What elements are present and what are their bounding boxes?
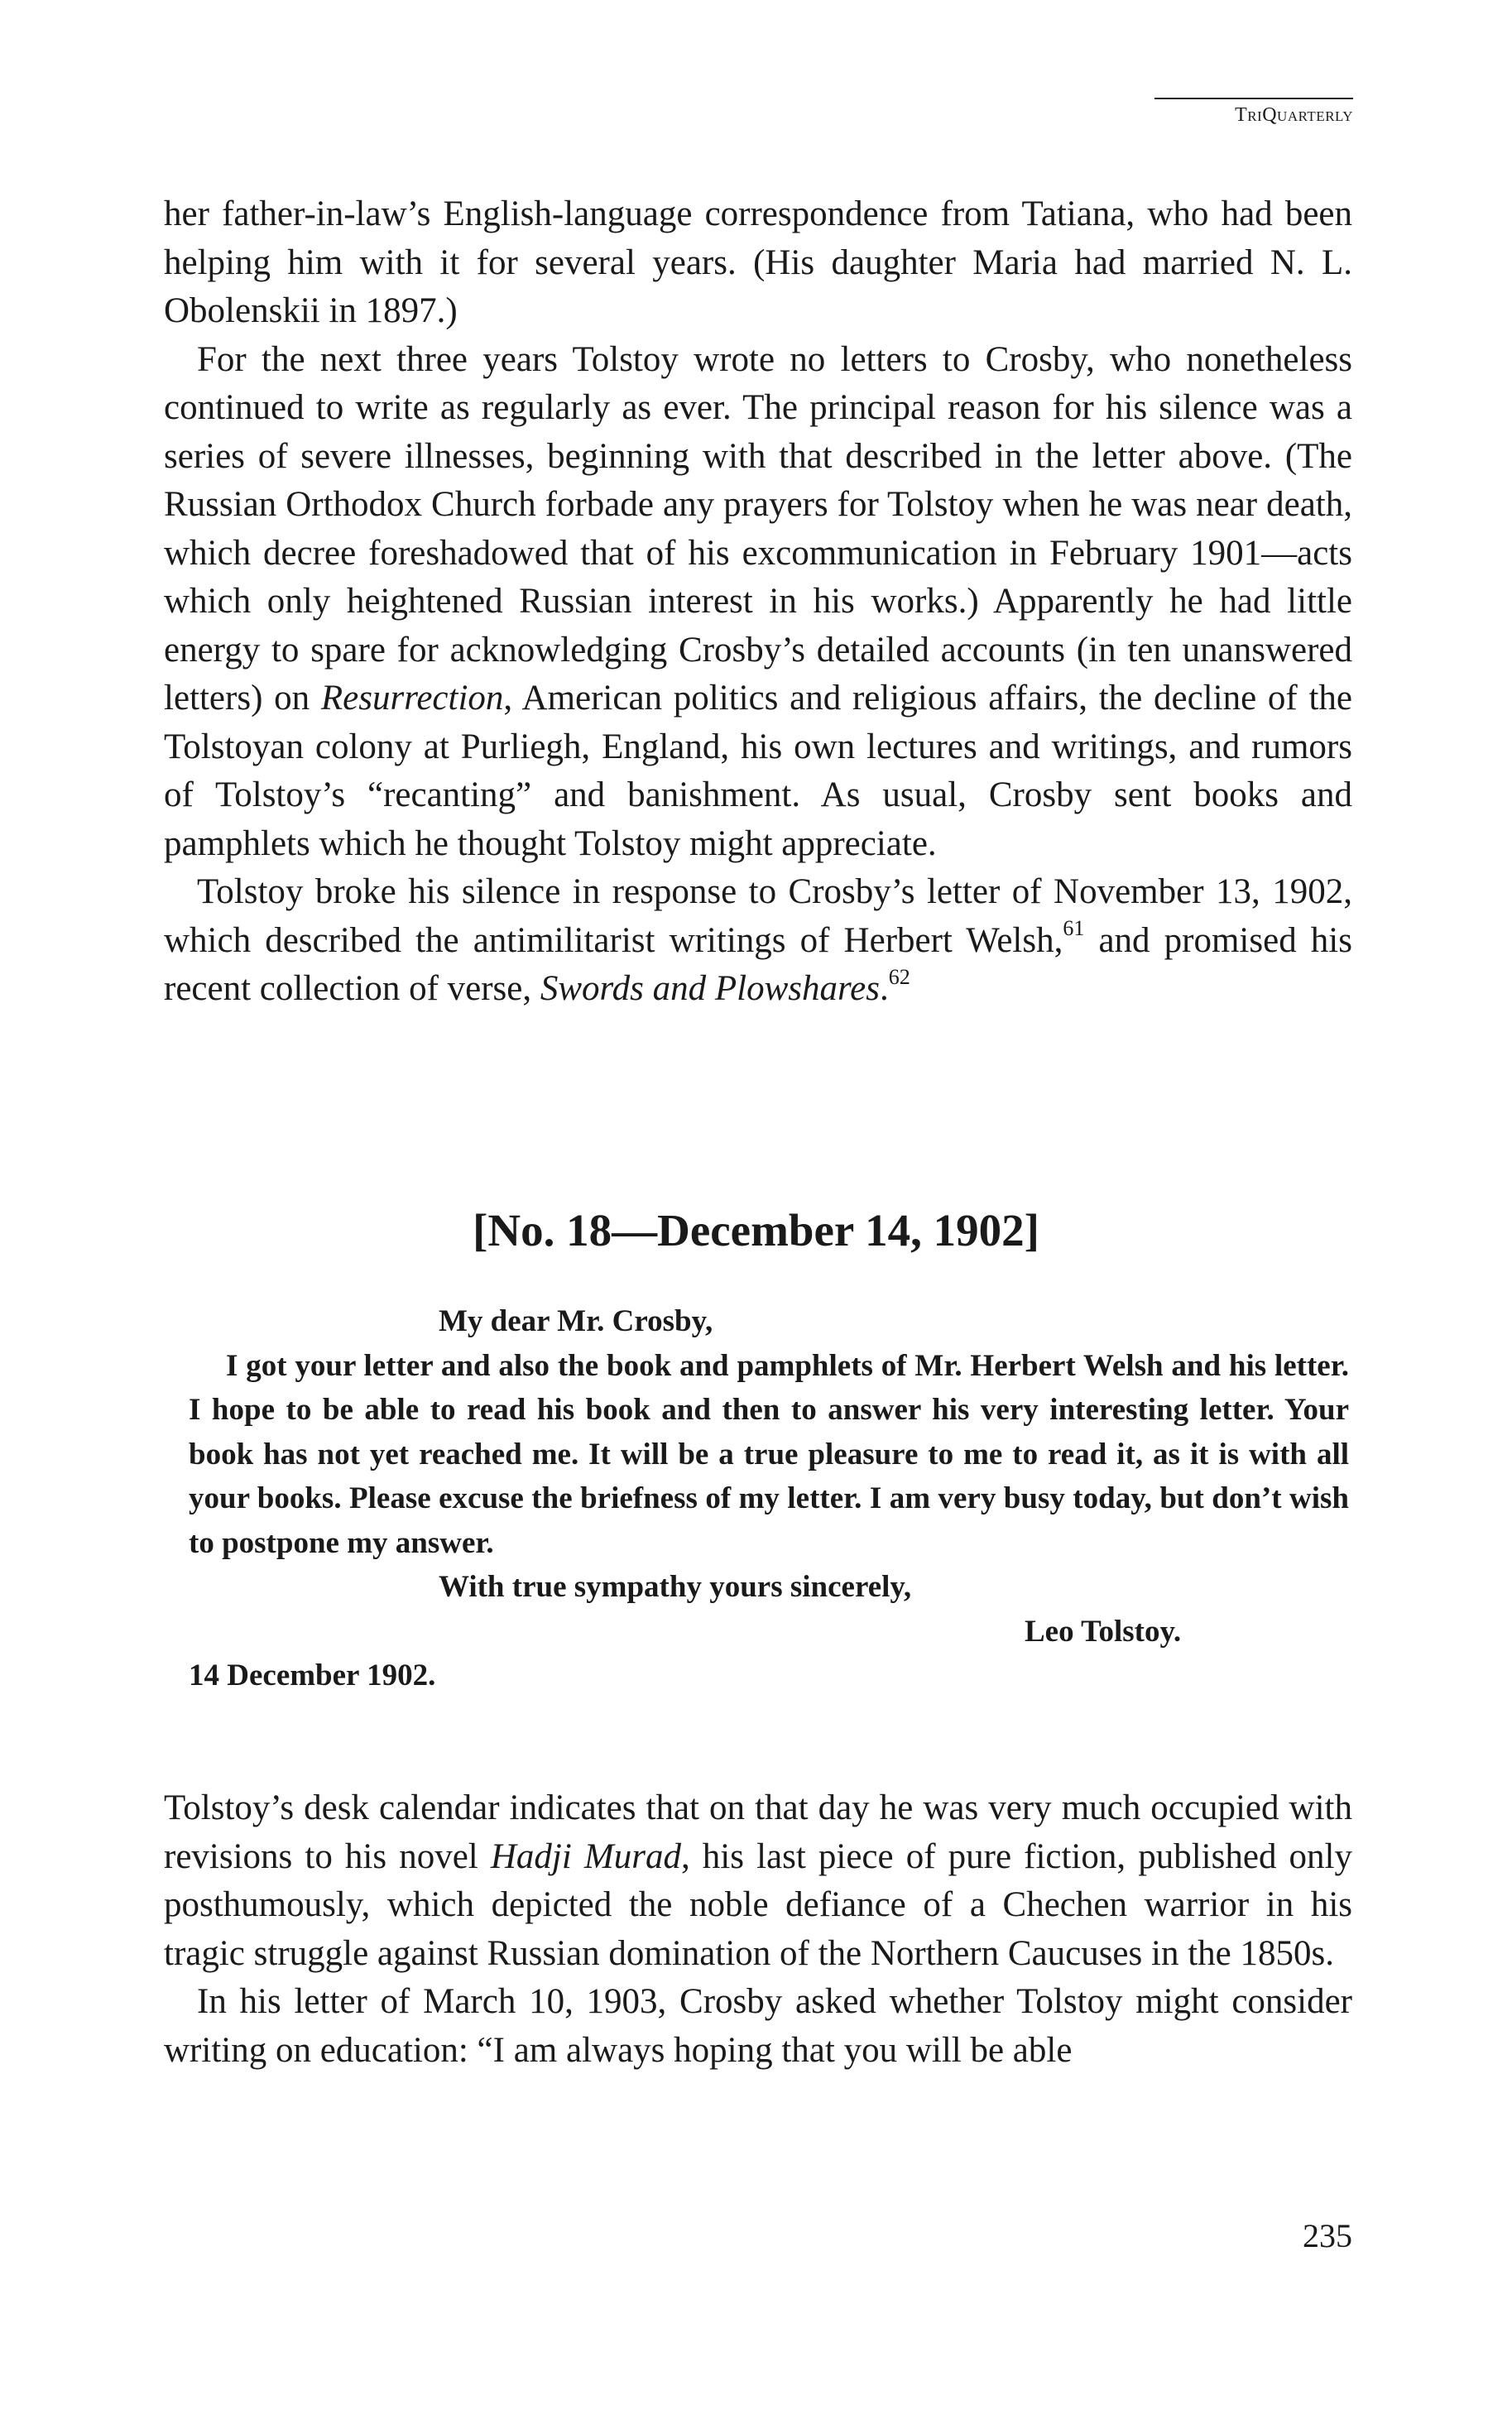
paragraph — [164, 868, 1352, 1014]
paragraph — [164, 336, 1352, 869]
letter — [189, 1299, 1349, 1698]
paragraph-text: . — [880, 969, 889, 1008]
paragraph-text: For the next three years Tolstoy wrote no letters to Crosby, who nonetheless continued to write as regularly as ever. The principal reason for his silence was a series of severe illnesses, beginning with that described in the letter above. (The Russian Orthodox Church forbade any prayers for Tolstoy when he was near death, which decree foreshadowed that of his excommunication in February 1901—acts which only heightened Russian interest in his works.) Apparently he had little energy to spare for acknowledging Crosby’s detailed accounts (in ten unanswered letters) on — [164, 339, 1352, 718]
letter-body: I got your letter and also the book and pamphlets of Mr. Herbert Welsh and his letter. I hope to be able to read his book and then to answer his very interesting letter. Your book has not yet reached me. It will be a true pleasure to me to read it, as it is with all your books. Please excuse the briefness of my letter. I am very busy today, but don’t wish to postpone my answer. — [189, 1348, 1349, 1560]
paragraph-text: Tolstoy broke his silence in response to Crosby’s letter of November 13, 1902, which described the antimilitarist writings of Herbert Welsh, — [164, 872, 1352, 960]
letter-closing: With true sympathy yours sincerely, — [439, 1570, 912, 1604]
book-title: Hadji Murad — [490, 1836, 681, 1876]
page-number: 235 — [1303, 2217, 1352, 2254]
paragraph-text: , his last piece of pure fiction, published only posthumously, which depicted the noble defiance of a Chechen warrior in his tragic struggle against Russian domination of the Northern Caucuses in the 1850s. — [164, 1836, 1352, 1973]
paragraph-text: her father-in-law’s English-language correspondence from Tatiana, who had been helping him with it for several years. (His daughter Maria had married N. L. Obolenskii in 1897.) — [164, 194, 1352, 330]
letter-heading: [No. 18—December 14, 1902] — [473, 1205, 1039, 1255]
running-head-text: TriQuarterly — [1235, 104, 1353, 126]
body-text-bottom — [164, 1784, 1352, 2075]
paragraph — [164, 190, 1352, 336]
footnote-ref: 61 — [1063, 916, 1085, 941]
paragraph — [164, 1784, 1352, 1978]
paragraph — [164, 1978, 1352, 2075]
running-head — [1154, 98, 1353, 127]
letter-salutation: My dear Mr. Crosby, — [439, 1304, 713, 1338]
paragraph-text: Tolstoy’s desk calendar indicates that on that day he was very much occupied with revisions to his novel — [164, 1788, 1352, 1876]
book-title: Swords and Plowshares — [540, 969, 880, 1008]
paragraph-text: and promised his recent collection of verse, — [164, 920, 1352, 1008]
letter-signature: Leo Tolstoy. — [1025, 1614, 1182, 1649]
paragraph-text: , American politics and religious affairs, the decline of the Tolstoyan colony at Purliegh, England, his own lectures and writings, and rumors of Tolstoy’s “recanting” and banishment. As usual, Crosby sent books and pamphlets which he thought Tolstoy might appreciate. — [164, 679, 1352, 863]
paragraph-text: In his letter of March 10, 1903, Crosby asked whether Tolstoy might consider writing on education: “I am always hoping that you will be able — [164, 1982, 1352, 2070]
footnote-ref: 62 — [888, 964, 910, 989]
book-title: Resurrection — [320, 679, 504, 718]
letter-date: 14 December 1902. — [189, 1659, 436, 1692]
body-text-top — [164, 190, 1352, 1014]
